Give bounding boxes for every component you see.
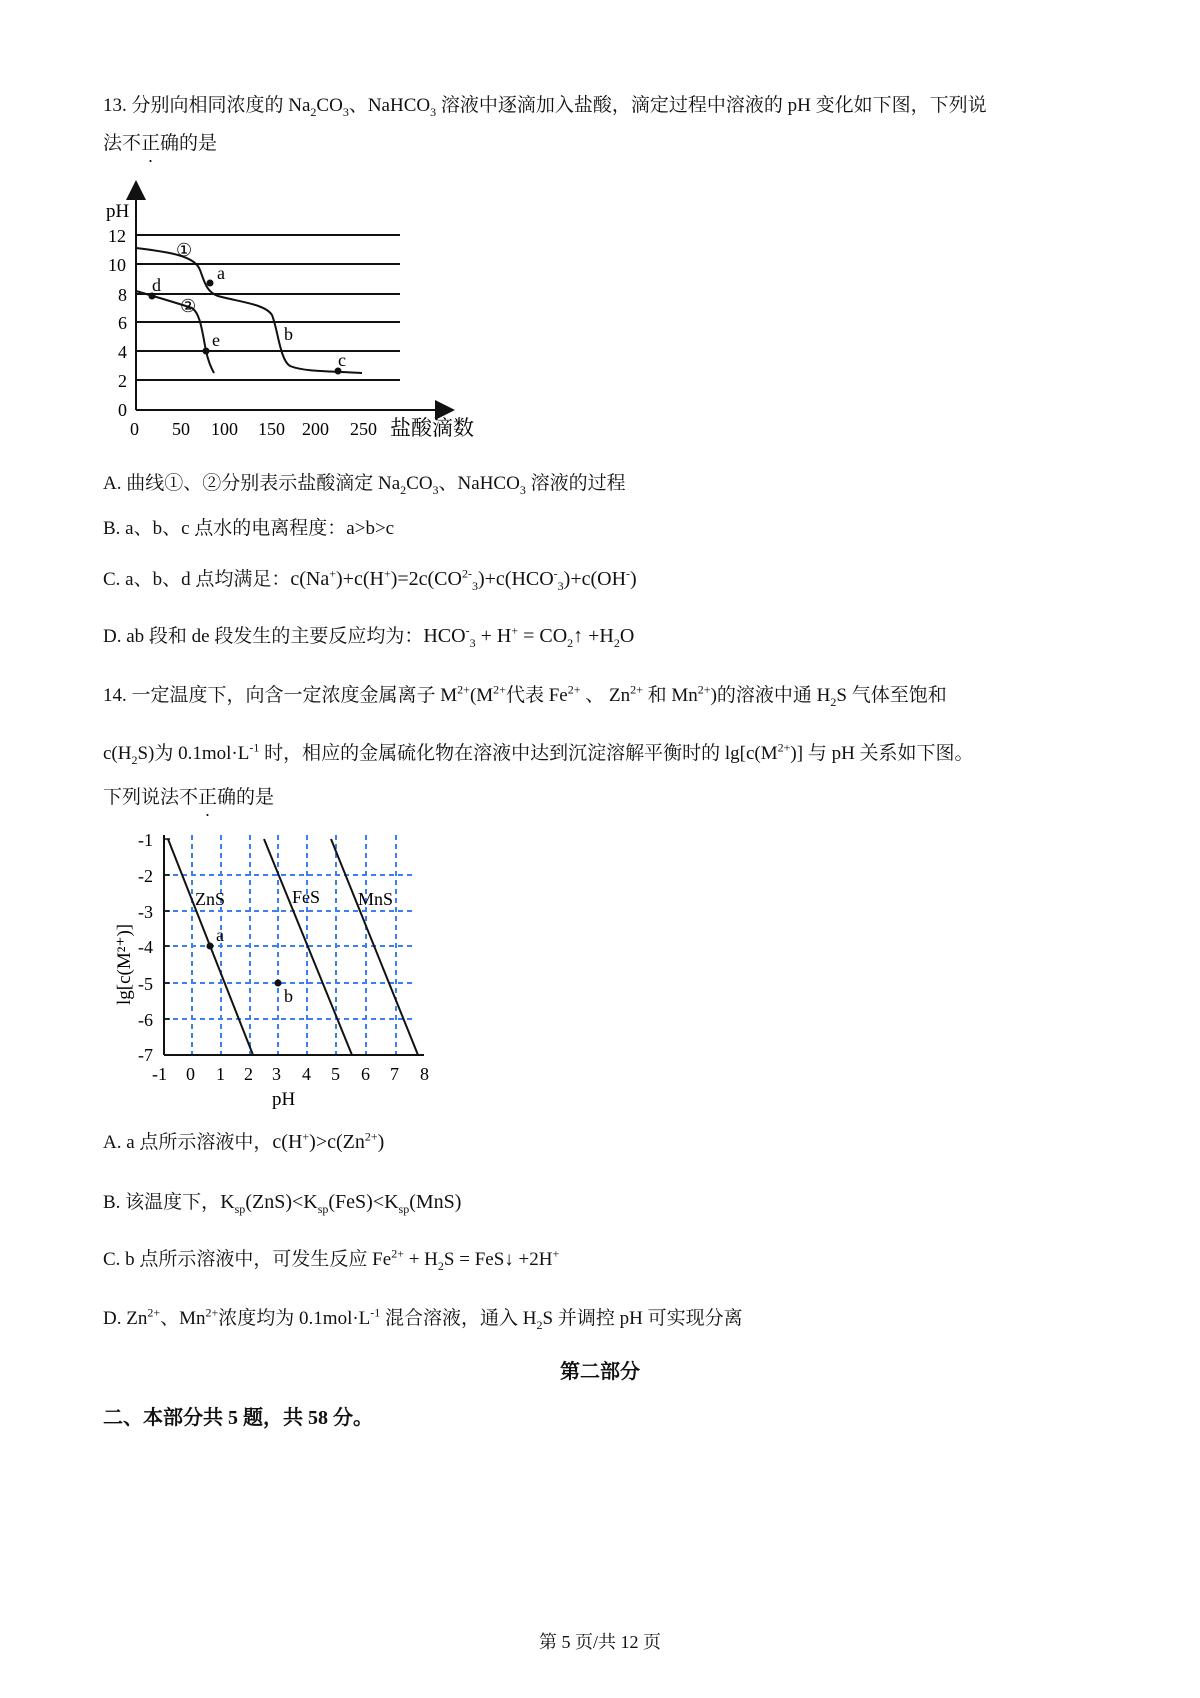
y-tick: -5 [138, 974, 153, 994]
q14-stem-line2: $c(H_2S)$为 $0.1mol\cdot L^{-1}$ 时，相应的金属硫化物在溶液中达到沉淀溶解平衡时的 $\lg[c(M^{2+})]$ 与 pH 关系如下图。 [103, 740, 974, 767]
x-tick: 50 [172, 419, 190, 439]
y-tick: -3 [138, 902, 153, 922]
q14-option-d: D. $Zn^{2+}$、$Mn^{2+}$浓度均为 $0.1mol\cdot L^{-1}$ 混合溶液，通入 $H_2S$ 并调控 pH 可实现分离 [103, 1305, 743, 1332]
y-tick: 10 [108, 255, 126, 275]
x-tick: 0 [186, 1064, 195, 1084]
point-e [203, 348, 210, 355]
x-axis-label: pH [272, 1089, 296, 1110]
q14-option-b: B. 该温度下，$K_{sp}(ZnS)<K_{sp}(FeS)<K_{sp}(MnS)$ [103, 1191, 462, 1216]
x-tick: 8 [420, 1064, 429, 1084]
y-tick: -7 [138, 1045, 153, 1065]
part2-title: 第二部分 [560, 1361, 640, 1383]
point-e-label: e [212, 330, 220, 350]
point-b [275, 980, 282, 987]
x-tick: 100 [211, 419, 238, 439]
point-a-label: a [217, 263, 225, 283]
curve-2 [136, 291, 214, 373]
curve-1-label: ① [176, 240, 193, 260]
point-b-label: b [284, 324, 293, 344]
q14-solubility-chart [100, 825, 440, 1115]
y-tick: -1 [138, 830, 153, 850]
y-tick: 2 [118, 371, 127, 391]
x-axis-label: 盐酸滴数 [390, 416, 474, 440]
q13-option-c: C. a、b、d 点均满足：$c(Na^+)+c(H^+)=2c(CO^{2-}_3)+c(HCO^-_3)+c(OH^-)$ [103, 566, 637, 593]
point-d-label: d [152, 275, 161, 295]
x-tick: 0 [130, 419, 139, 439]
x-tick: 2 [244, 1064, 253, 1084]
y-tick: 12 [108, 226, 126, 246]
x-tick: -1 [152, 1064, 167, 1084]
q13-option-b: B. a、b、c 点水的电离程度：a>b>c [103, 518, 395, 539]
q13-titration-chart [100, 180, 500, 450]
q14-stem-line3: 下列说法不正确的是 [103, 787, 275, 808]
x-tick: 3 [272, 1064, 281, 1084]
point-c-label: c [338, 350, 346, 370]
y-tick: 0 [118, 400, 127, 420]
y-axis-label: pH [106, 201, 130, 222]
q13-option-a: A. 曲线①、②分别表示盐酸滴定 $Na_2CO_3$、NaHCO$_3$ 溶液的过程 [103, 473, 626, 497]
label-zns: ZnS [195, 889, 226, 909]
q13-stem-line1: 13. 分别向相同浓度的 $Na_2CO_3$、NaHCO$_3$ 溶液中逐滴加入盐酸，滴定过程中溶液的 pH 变化如下图，下列说 [103, 95, 987, 119]
x-tick: 250 [350, 419, 377, 439]
y-tick: -2 [138, 866, 153, 886]
y-tick: 6 [118, 313, 127, 333]
x-tick: 200 [302, 419, 329, 439]
x-tick: 6 [361, 1064, 370, 1084]
q13-stem-line2: 法不正确的是 [103, 133, 218, 154]
y-tick: 4 [118, 342, 127, 362]
part2-heading: 二、本部分共 5 题，共 58 分。 [103, 1407, 373, 1429]
point-a [207, 943, 214, 950]
y-tick: -4 [138, 937, 153, 957]
label-mns: MnS [358, 889, 394, 909]
curve-2-label: ② [180, 296, 197, 316]
point-b-label: b [284, 986, 293, 1006]
x-tick: 7 [390, 1064, 399, 1084]
point-a-label: a [216, 925, 224, 945]
label-fes: FeS [292, 887, 321, 907]
page-footer: 第 5 页/共 12 页 [538, 1632, 661, 1652]
q14-option-a: A. a 点所示溶液中，$c(H^+)>c(Zn^{2+})$ [103, 1129, 385, 1153]
y-tick: -6 [138, 1010, 153, 1030]
curve-1 [136, 248, 362, 373]
x-tick: 5 [331, 1064, 340, 1084]
x-tick: 150 [258, 419, 285, 439]
q13-option-d: D. ab 段和 de 段发生的主要反应均为：$HCO^-_3 + H^+$ = $CO_2↑ +H_2O$ [103, 623, 635, 650]
y-axis-label: lg[c(M²⁺)] [114, 923, 135, 1005]
point-a [207, 280, 214, 287]
x-tick: 4 [302, 1064, 311, 1084]
y-tick: 8 [118, 285, 127, 305]
x-tick: 1 [216, 1064, 225, 1084]
q14-option-c: C. b 点所示溶液中，可发生反应 $Fe^{2+} + H_2S$ = FeS↓ +2H+ [103, 1246, 560, 1273]
q14-stem-line1: 14. 一定温度下，向含一定浓度金属离子 $M^{2+}(M^{2+}$代表 $Fe^{2+}$ 、 $Zn^{2+}$ 和 $Mn^{2+}$)的溶液中通 $H_2S$ 气体至饱和 [103, 682, 947, 709]
